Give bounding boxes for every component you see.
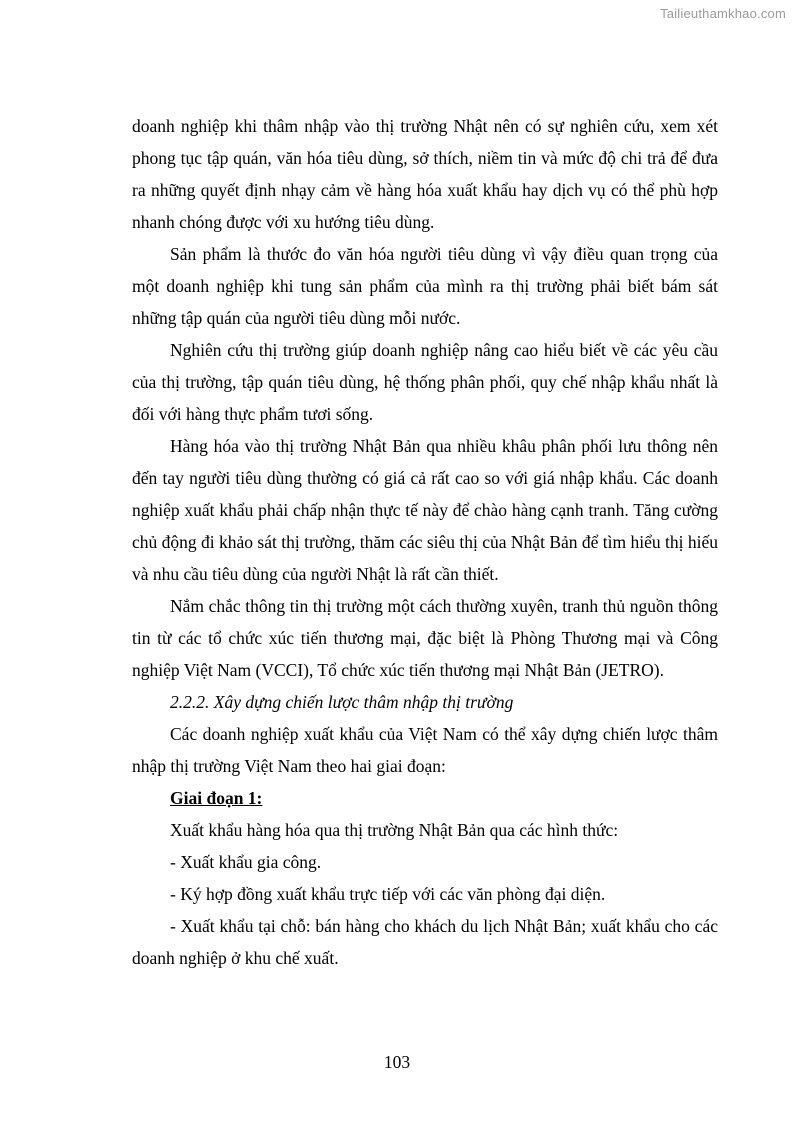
stage-heading: Giai đoạn 1:	[170, 788, 263, 808]
paragraph-market-research: Nghiên cứu thị trường giúp doanh nghiệp nâng cao hiểu biết về các yêu cầu của thị trường, tập quán tiêu dùng, hệ thống phân phối, quy chế nhập khẩu nhất là đối với hàng thực phẩm tươi sống.	[132, 340, 718, 424]
paragraph-continuation: doanh nghiệp khi thâm nhập vào thị trường Nhật nên có sự nghiên cứu, xem xét phong tục tập quán, văn hóa tiêu dùng, sở thích, niềm tin và mức độ chi trả để đưa ra những quyết định nhạy cảm về hàng hóa xuất khẩu hay dịch vụ có thể phù hợp nhanh chóng được với xu hướng tiêu dùng.	[132, 116, 718, 232]
section-heading: 2.2.2. Xây dựng chiến lược thâm nhập thị trường	[170, 692, 514, 712]
list-intro: Xuất khẩu hàng hóa qua thị trường Nhật Bản qua các hình thức:	[170, 820, 619, 840]
watermark-text: Tailieuthamkhao.com	[660, 6, 786, 21]
paragraph-product-culture: Sản phẩm là thước đo văn hóa người tiêu dùng vì vậy điều quan trọng của một doanh nghiệp khi tung sản phẩm của mình ra thị trường phải biết bám sát những tập quán của người tiêu dùng mỗi nước.	[132, 244, 718, 328]
list-item: - Xuất khẩu gia công.	[170, 852, 322, 872]
page-number: 103	[383, 1052, 411, 1072]
document-body	[132, 110, 718, 974]
list-item: - Xuất khẩu tại chỗ: bán hàng cho khách du lịch Nhật Bản; xuất khẩu cho các doanh nghiệp ở khu chế xuất.	[132, 916, 718, 968]
paragraph-distribution: Hàng hóa vào thị trường Nhật Bản qua nhiều khâu phân phối lưu thông nên đến tay người tiêu dùng thường có giá cả rất cao so với giá nhập khẩu. Các doanh nghiệp xuất khẩu phải chấp nhận thực tế này để chào hàng cạnh tranh. Tăng cường chủ động đi khảo sát thị trường, thăm các siêu thị của Nhật Bản để tìm hiểu thị hiếu và nhu cầu tiêu dùng của người Nhật là rất cần thiết.	[132, 436, 718, 584]
paragraph-market-information: Nắm chắc thông tin thị trường một cách thường xuyên, tranh thủ nguồn thông tin từ các tổ chức xúc tiến thương mại, đặc biệt là Phòng Thương mại và Công nghiệp Việt Nam (VCCI), Tổ chức xúc tiến thương mại Nhật Bản (JETRO).	[132, 596, 718, 680]
list-item: - Ký hợp đồng xuất khẩu trực tiếp với các văn phòng đại diện.	[170, 884, 606, 904]
paragraph-strategy-intro: Các doanh nghiệp xuất khẩu của Việt Nam có thể xây dựng chiến lược thâm nhập thị trường Việt Nam theo hai giai đoạn:	[132, 724, 718, 776]
